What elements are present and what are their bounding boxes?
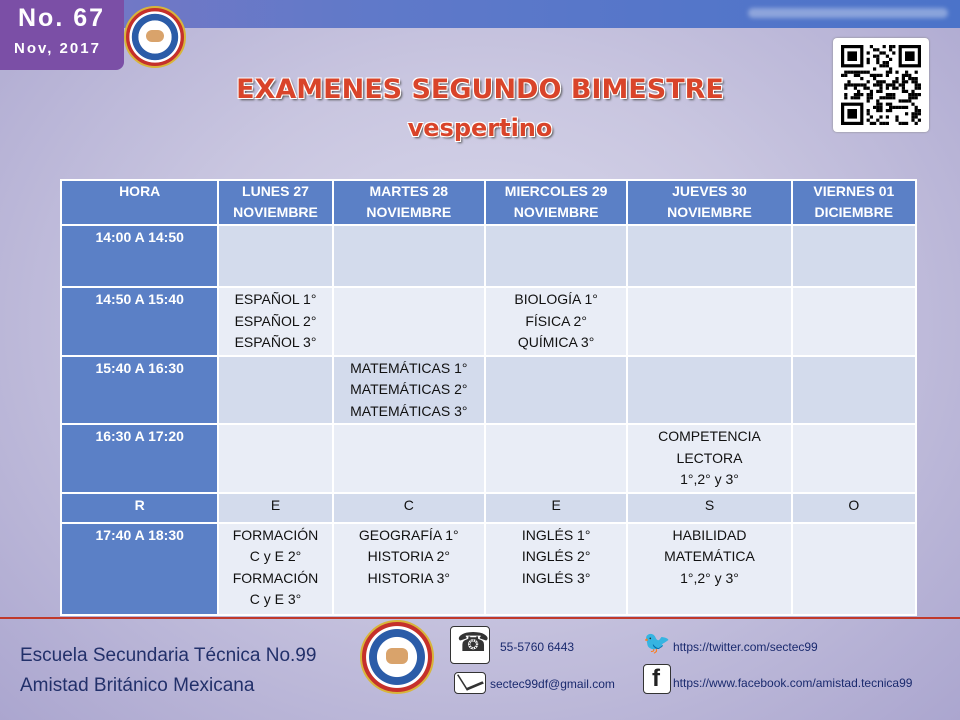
exam-subject: LECTORA <box>676 449 743 466</box>
column-header: HORA <box>61 180 218 225</box>
exam-subject: MATEMÁTICAS 1° <box>350 359 468 376</box>
exam-cell <box>333 225 485 287</box>
exam-cell <box>333 424 485 493</box>
exam-subject: INGLÉS 2° <box>521 548 591 564</box>
exam-subject: HISTORIA 2° <box>367 548 450 564</box>
exam-cell <box>792 424 916 493</box>
exam-subject: C y E 3° <box>249 591 302 607</box>
school-seal-footer <box>360 620 434 694</box>
exam-cell <box>792 225 916 287</box>
column-header: JUEVES 30 NOVIEMBRE <box>627 180 791 225</box>
exam-subject: C <box>403 496 414 513</box>
exam-subject: ESPAÑOL 1° <box>234 291 317 307</box>
school-name: Escuela Secundaria Técnica No.99 <box>20 645 317 666</box>
exam-cell <box>485 225 627 287</box>
column-header: LUNES 27 NOVIEMBRE <box>218 180 332 225</box>
exam-cell <box>333 493 485 523</box>
exam-subject: O <box>848 496 860 513</box>
exam-subject: BIOLOGÍA 1° <box>514 291 598 307</box>
time-slot-cell: 14:50 A 15:40 <box>61 287 218 356</box>
issue-badge <box>0 0 124 70</box>
exam-subject: INGLÉS 1° <box>521 526 591 543</box>
exam-subject: MATEMÁTICA <box>664 548 755 564</box>
exam-cell <box>218 225 332 287</box>
exam-cell <box>792 287 916 356</box>
exam-cell <box>792 523 916 615</box>
exam-cell <box>627 523 791 615</box>
issue-date: Nov, 2017 <box>14 40 101 57</box>
time-slot-cell: 14:00 A 14:50 <box>61 225 218 287</box>
exam-subject: HISTORIA 3° <box>367 569 450 586</box>
page-title: EXAMENES SEGUNDO BIMESTRE <box>236 74 724 105</box>
exam-subject: ESPAÑOL 2° <box>234 312 317 329</box>
footer-divider <box>0 617 960 619</box>
exam-subject: FÍSICA 2° <box>525 312 587 329</box>
table-row <box>61 356 916 425</box>
exam-cell <box>627 356 791 425</box>
exam-subject: FORMACIÓN <box>232 526 319 543</box>
exam-cell <box>218 424 332 493</box>
table-row <box>61 424 916 493</box>
time-slot-cell: 15:40 A 16:30 <box>61 356 218 425</box>
exam-subject: QUÍMICA 3° <box>517 334 595 350</box>
phone-number[interactable]: 55-5760 6443 <box>500 640 575 654</box>
school-seal <box>124 6 186 68</box>
exam-subject: MATEMÁTICAS 2° <box>350 381 468 397</box>
facebook-link[interactable]: https://www.facebook.com/amistad.tecnica99 <box>673 676 913 690</box>
exam-cell <box>627 493 791 523</box>
twitter-icon: 🐦 <box>643 630 671 655</box>
exam-subject: E <box>270 496 281 513</box>
column-header: VIERNES 01 DICIEMBRE <box>792 180 916 225</box>
mail-icon <box>454 672 486 694</box>
facebook-icon <box>643 664 671 694</box>
exam-cell <box>333 523 485 615</box>
exam-subject: 1°,2° y 3° <box>680 569 739 586</box>
column-header: MIERCOLES 29 NOVIEMBRE <box>485 180 627 225</box>
exam-cell <box>792 493 916 523</box>
exam-subject: COMPETENCIA <box>658 428 761 444</box>
table-header-row <box>61 180 916 225</box>
column-header: MARTES 28 NOVIEMBRE <box>333 180 485 225</box>
issue-number: No. 67 <box>18 4 106 32</box>
exam-subject: MATEMÁTICAS 3° <box>350 402 468 419</box>
exam-subject: E <box>551 496 561 513</box>
exam-cell <box>485 287 627 356</box>
table-row <box>61 225 916 287</box>
exam-cell <box>485 523 627 615</box>
exam-cell <box>792 356 916 425</box>
exam-cell <box>485 493 627 523</box>
exam-cell <box>218 523 332 615</box>
exam-cell <box>627 424 791 493</box>
exam-subject: S <box>704 496 715 513</box>
exam-cell <box>627 287 791 356</box>
exam-cell <box>218 493 332 523</box>
exam-cell <box>218 287 332 356</box>
table-row <box>61 287 916 356</box>
exam-cell <box>218 356 332 425</box>
twitter-link[interactable]: https://twitter.com/sectec99 <box>673 640 818 654</box>
exam-cell <box>333 287 485 356</box>
time-slot-cell: 17:40 A 18:30 <box>61 523 218 615</box>
exam-cell <box>485 356 627 425</box>
exam-subject: C y E 2° <box>249 548 302 564</box>
page-subtitle: vespertino <box>407 114 553 142</box>
time-slot-cell: R <box>61 493 218 523</box>
exam-subject: HABILIDAD <box>672 526 747 543</box>
exam-subject: GEOGRAFÍA 1° <box>358 526 459 543</box>
table-row <box>61 523 916 615</box>
exam-cell <box>485 424 627 493</box>
email-address[interactable]: sectec99df@gmail.com <box>490 677 615 691</box>
exam-schedule-table <box>60 179 917 616</box>
exam-subject: INGLÉS 3° <box>521 569 591 586</box>
phone-icon <box>450 626 490 664</box>
exam-subject: FORMACIÓN <box>232 569 319 586</box>
table-row <box>61 493 916 523</box>
blurred-header-text <box>748 8 948 18</box>
exam-subject: 1°,2° y 3° <box>680 471 739 487</box>
time-slot-cell: 16:30 A 17:20 <box>61 424 218 493</box>
exam-cell <box>333 356 485 425</box>
exam-subject: ESPAÑOL 3° <box>234 334 317 350</box>
exam-cell <box>627 225 791 287</box>
school-motto: Amistad Británico Mexicana <box>20 675 255 696</box>
